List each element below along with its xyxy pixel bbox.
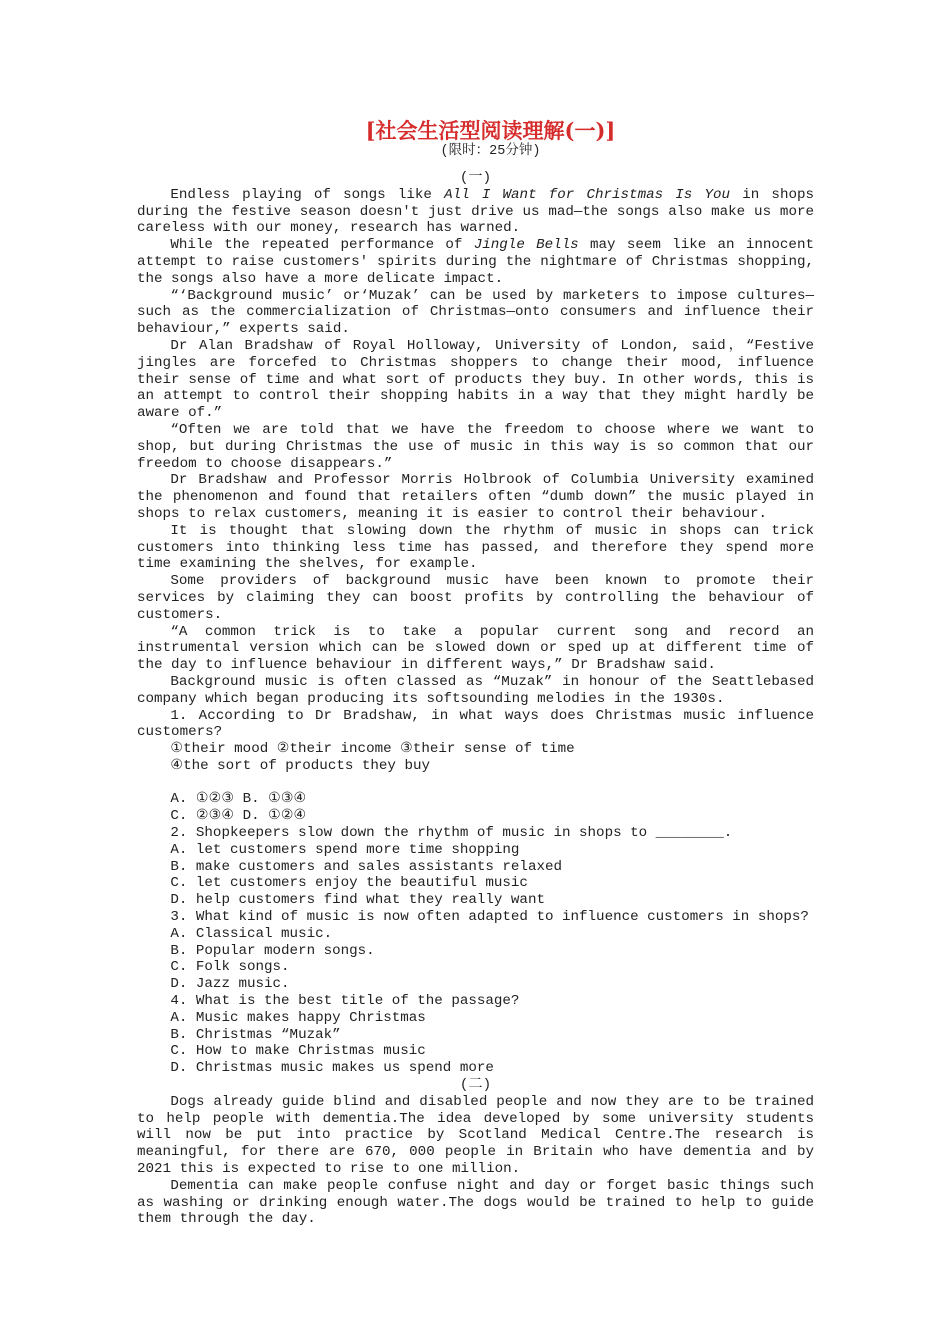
question-3-option-b: B. Popular modern songs. (170, 942, 375, 959)
passage-1-paragraph-3: “‘Background music’ or‘Muzak’ can be used by marketers to impose cultures—such as the commercialization of Christmas—onto consumers and influence their behaviour,” experts said. (137, 287, 814, 338)
question-4-option-d: D. Christmas music makes us spend more (170, 1060, 494, 1077)
passage-1-paragraph-1: Endless playing of songs like All I Want for Christmas Is You in shops during the festive season doesn't just drive us mad—the songs also make us more careless with our money, research has warned. (137, 186, 815, 237)
passage-1-paragraph-4: Dr Alan Bradshaw of Royal Holloway, University of London, said，“Festive jingles are forcefed to Christmas shoppers to change their mood, influence their sense of time and what sort of products they buy. In other words, this is an attempt to control their shopping habits in a way that they might hardly be aware of.” (137, 337, 814, 422)
question-2-option-a: A. let customers spend more time shopping (170, 841, 520, 858)
section-1-heading: (一) (459, 170, 492, 186)
passage-1-paragraph-8: Some providers of background music have been known to promote their services by claiming they can boost profits by controlling the behaviour of customers. (137, 573, 814, 623)
song-title: Jingle Bells (473, 237, 579, 254)
question-3: 3. What kind of music is now often adapted to influence customers in shops? (170, 909, 809, 926)
question-1-items: ①their mood ②their income ③their sense of time (170, 741, 575, 758)
spacer (137, 775, 814, 792)
question-2: 2. Shopkeepers slow down the rhythm of music in shops to ________. (170, 825, 733, 842)
question-1: 1. According to Dr Bradshaw, in what ways does Christmas music influence customers? (137, 707, 814, 741)
question-4-option-a: A. Music makes happy Christmas (170, 1009, 426, 1026)
question-4: 4. What is the best title of the passage? (170, 993, 520, 1010)
passage-1-paragraph-10: Background music is often classed as “Muzak” in honour of the Seattlebased company which began producing its softsounding melodies in the 1930s. (137, 673, 814, 707)
question-2-option-b: B. make customers and sales assistants relaxed (170, 858, 562, 875)
passage-1-paragraph-9: “A common trick is to take a popular current song and record an instrumental version which can be slowed down or sped up at different time of the day to influence behaviour in different ways,” Dr Bradshaw said. (137, 623, 814, 674)
passage-1-paragraph-5: “Often we are told that we have the freedom to choose where we want to shop, but during Christmas the use of music in this way is so common that our freedom to choose disappears.” (137, 421, 814, 472)
question-2-option-c: C. let customers enjoy the beautiful music (170, 875, 528, 892)
question-3-option-c: C. Folk songs. (170, 959, 290, 976)
page-title: [社会生活型阅读理解(一)] (365, 118, 616, 143)
passage-1-paragraph-2: While the repeated performance of Jingle Bells may seem like an innocent attempt to raise customers' spirits during the nightmare of Christmas shopping, the songs also have a more delicate impact. (137, 237, 814, 287)
passage-1-paragraph-7: It is thought that slowing down the rhythm of music in shops can trick customers into thinking less time has passed, and therefore they spend more time examining the shelves, for example. (137, 522, 814, 573)
song-title: All I Want for Christmas Is You (444, 186, 731, 203)
document-page (137, 118, 814, 1228)
question-3-option-d: D. Jazz music. (170, 976, 290, 993)
question-1-options: C. ②③④ D. ①②④ (170, 808, 307, 825)
question-1-options: A. ①②③ B. ①③④ (170, 791, 307, 808)
passage-1-paragraph-6: Dr Bradshaw and Professor Morris Holbrook of Columbia University examined the phenomenon and found that retailers often “dumb down” the music played in shops to relax customers, meaning it is easier to control their behaviour. (137, 472, 814, 522)
time-limit: (限时：25分钟) (440, 144, 541, 159)
question-1-items: ④the sort of products they buy (170, 757, 430, 774)
question-4-option-c: C. How to make Christmas music (170, 1043, 426, 1060)
question-2-option-d: D. help customers find what they really want (170, 892, 545, 909)
passage-2-paragraph-2: Dementia can make people confuse night and day or forget basic things such as washing or drinking enough water.The dogs would be trained to help to guide them through the day. (137, 1177, 814, 1228)
passage-2-paragraph-1: Dogs already guide blind and disabled people and now they are to be trained to help people with dementia.The idea developed by some university students will now be put into practice by Scotland Medical Centre.The research is meaningful, for there are 670, 000 people in Britain who have dementia and by 2021 this is expected to rise to one million. (137, 1093, 814, 1178)
question-3-option-a: A. Classical music. (170, 925, 333, 942)
question-4-option-b: B. Christmas “Muzak” (170, 1026, 341, 1043)
section-2-heading: (二) (459, 1077, 492, 1094)
